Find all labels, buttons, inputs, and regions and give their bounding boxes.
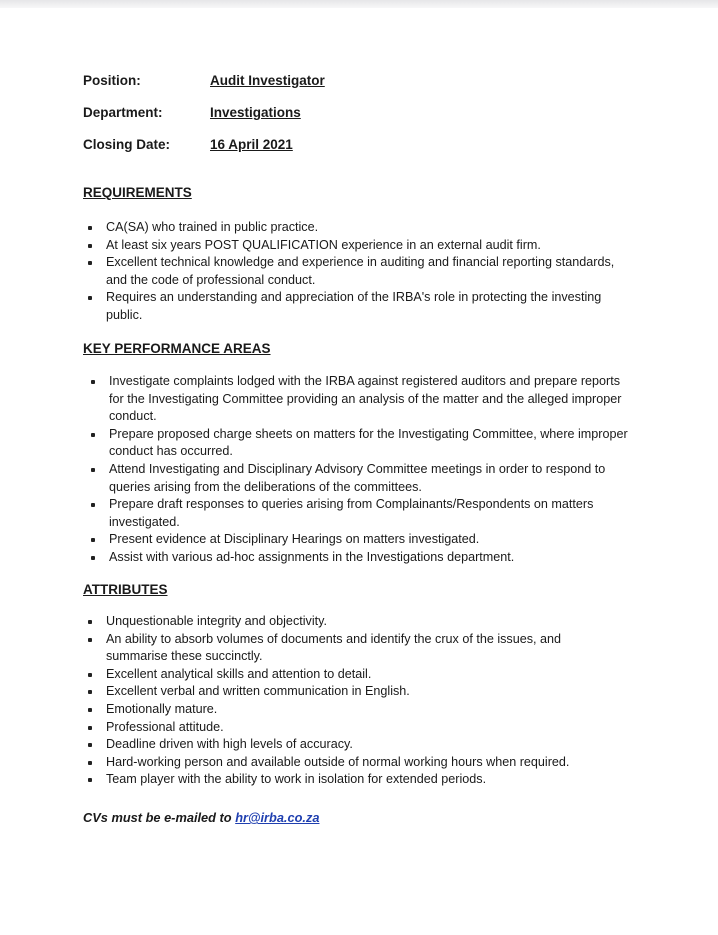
list-item [106,613,626,631]
list-item [106,683,626,701]
list-item-text: Excellent technical knowledge and experience in auditing and financial reporting standards, and the code of professional conduct. [106,255,615,287]
list-item [106,219,638,237]
requirements-list [106,219,638,325]
list-item-text: Requires an understanding and appreciation of the IRBA's role in protecting the investing public. [106,290,602,322]
list-item-text: Unquestionable integrity and objectivity. [106,614,327,628]
list-item [106,254,638,289]
field-department [83,105,301,120]
list-item [106,666,626,684]
list-item-text: Investigate complaints lodged with the IRBA against registered auditors and prepare reports for the Investigating Committee providing an analysis of the matter and the alleged improper conduct. [109,374,622,424]
list-item-text: At least six years POST QUALIFICATION experience in an external audit firm. [106,237,541,252]
attributes-list [106,613,626,789]
bullet-icon [88,708,92,712]
field-closing-date [83,137,293,152]
list-item-text: Excellent analytical skills and attention to detail. [106,666,372,681]
list-item [109,496,629,531]
bullet-icon [88,673,92,677]
kpa-heading: KEY PERFORMANCE AREAS [83,341,271,356]
bullet-icon [91,556,95,560]
bullet-icon [88,226,92,230]
bullet-icon [88,743,92,747]
email-link[interactable]: hr@irba.co.za [235,810,320,825]
list-item [106,754,626,772]
cv-text: CVs must be e-mailed to [83,810,236,825]
list-item-text: Hard-working person and available outside of normal working hours when required. [106,754,570,769]
field-value: Investigations [210,105,301,120]
bullet-icon [88,778,92,782]
list-item [109,426,629,461]
list-item [106,771,626,789]
list-item-text: An ability to absorb volumes of documents and identify the crux of the issues, and summarise these succinctly. [106,631,562,664]
list-item-text: Prepare draft responses to queries arising from Complainants/Respondents on matters investigated. [109,497,594,529]
list-item [106,736,626,754]
bullet-icon [88,761,92,765]
list-item [106,289,638,324]
field-value: 16 April 2021 [210,137,293,152]
bullet-icon [88,296,92,300]
bullet-icon [88,690,92,694]
field-label: Department: [83,105,163,120]
requirements-heading: REQUIREMENTS [83,185,192,200]
list-item [106,719,626,737]
list-item-text: Team player with the ability to work in isolation for extended periods. [106,772,487,787]
top-edge [0,0,718,8]
list-item [109,531,629,549]
list-item-text: Prepare proposed charge sheets on matters for the Investigating Committee, where improper conduct has occurred. [109,426,628,459]
list-item [106,701,626,719]
bullet-icon [88,620,92,624]
cv-instruction [83,810,320,825]
bullet-icon [88,244,92,248]
list-item-text: Present evidence at Disciplinary Hearings on matters investigated. [109,532,480,547]
bullet-icon [91,380,95,384]
bullet-icon [88,638,92,642]
bullet-icon [91,503,95,507]
list-item-text: Excellent verbal and written communication in English. [106,684,410,699]
list-item [109,549,629,567]
list-item [109,373,629,426]
bullet-icon [88,261,92,265]
field-value: Audit Investigator [210,73,325,88]
bullet-icon [88,726,92,730]
list-item-text: Assist with various ad-hoc assignments in the Investigations department. [109,549,515,564]
field-label: Closing Date: [83,137,171,152]
list-item [106,631,626,666]
list-item-text: Deadline driven with high levels of accuracy. [106,737,353,752]
list-item-text: Professional attitude. [106,719,224,734]
bullet-icon [91,468,95,472]
kpa-list [109,373,629,567]
bullet-icon [91,538,95,542]
field-position [83,73,325,88]
list-item [106,237,638,255]
attributes-heading: ATTRIBUTES [83,582,168,597]
list-item-text: Attend Investigating and Disciplinary Advisory Committee meetings in order to respond to queries arising from the deliberations of the committees. [109,461,606,494]
list-item [109,461,629,496]
bullet-icon [91,433,95,437]
list-item-text: CA(SA) who trained in public practice. [106,220,319,234]
list-item-text: Emotionally mature. [106,701,218,716]
field-label: Position: [83,73,141,88]
